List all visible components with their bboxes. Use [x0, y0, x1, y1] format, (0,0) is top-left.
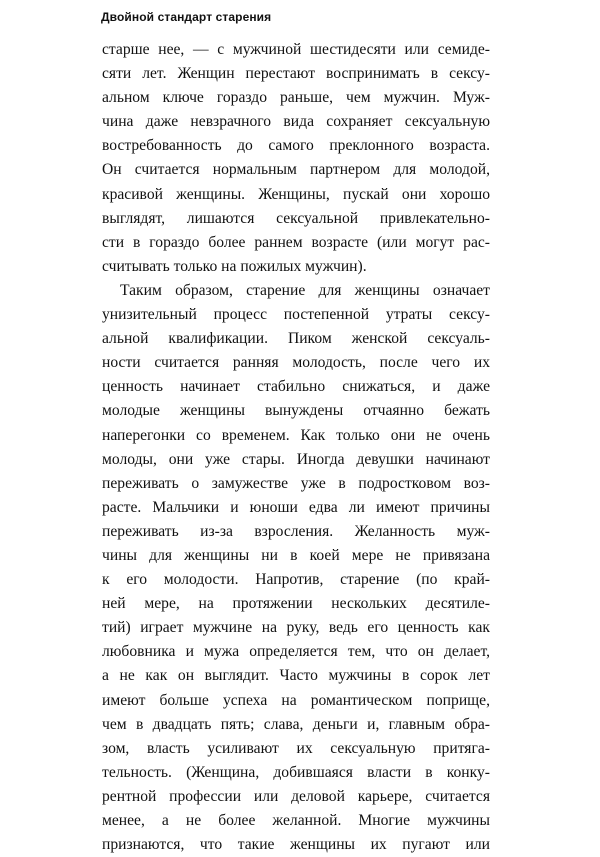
text-line: расте. Мальчики и юноши едва ли имеют причины: [102, 498, 490, 516]
text-line: переживать из-за взросления. Желанность муж-: [102, 522, 490, 540]
text-line: Таким образом, старение для женщины означает: [120, 281, 490, 299]
body-text: [102, 38, 490, 857]
running-head-title: Двойной стандарт старения: [101, 10, 272, 24]
text-line: тельность. (Женщина, добившаяся власти в конку-: [102, 763, 490, 781]
text-line: а не как он выглядит. Часто мужчины в сорок лет: [102, 667, 490, 685]
text-line: ности считается ранняя молодость, после чего их: [102, 354, 490, 372]
text-line: старше нее, — с мужчиной шестидесяти или семиде-: [102, 41, 490, 58]
text-line: красивой женщины. Женщины, пускай они хорошо: [102, 185, 490, 203]
text-line: любовника и мужа определяется тем, что он делает,: [102, 643, 490, 661]
text-line: признаются, что такие женщины их пугают или: [102, 836, 490, 854]
text-line: альной квалификации. Пиком женской сексуаль-: [102, 330, 490, 348]
text-line: ней мере, на протяжении нескольких десятиле-: [102, 595, 490, 613]
text-line: унизительный процесс постепенной утраты сексу-: [102, 306, 490, 324]
text-line: Он считается нормальным партнером для молодой,: [102, 161, 490, 179]
text-line: ценность начинает стабильно снижаться, и даже: [102, 378, 490, 396]
paragraph-1: [102, 38, 490, 279]
text-line: выглядят, лишаются сексуальной привлекательно-: [102, 209, 490, 227]
text-line: альном ключе гораздо раньше, чем мужчин. Муж-: [102, 89, 490, 107]
text-line: молодые женщины вынуждены отчаянно бежать: [102, 402, 490, 420]
text-line: чем в двадцать пять; слава, деньги и, главным обра-: [102, 715, 490, 733]
text-line: чины для женщины ни в коей мере не привязана: [102, 546, 490, 564]
text-line: наперегонки со временем. Как только они не очень: [102, 426, 490, 444]
text-line: считывать только на пожилых мужчин).: [102, 257, 367, 275]
paragraph-2: [102, 279, 490, 857]
text-line: переживать о замужестве уже в подростковом воз-: [102, 474, 490, 492]
text-line: менее, а не более желанной. Многие мужчины: [102, 812, 490, 829]
text-line: имеют больше успеха на романтическом поприще,: [102, 691, 490, 709]
text-line: молоды, они уже стары. Иногда девушки начинают: [102, 450, 490, 468]
text-line: тий) играет мужчине на руку, ведь его ценность как: [102, 619, 490, 637]
text-line: востребованность до самого преклонного возраста.: [102, 137, 490, 155]
text-line: зом, власть усиливают их сексуальную притяга-: [102, 739, 490, 757]
text-line: сяти лет. Женщин перестают воспринимать в сексу-: [102, 65, 490, 83]
text-line: рентной профессии или деловой карьере, считается: [102, 787, 490, 805]
text-line: к его молодости. Напротив, старение (по край-: [102, 571, 490, 589]
text-line: чина даже невзрачного вида сохраняет сексуальную: [102, 113, 490, 131]
text-line: сти в гораздо более раннем возрасте (или могут рас-: [102, 233, 490, 251]
